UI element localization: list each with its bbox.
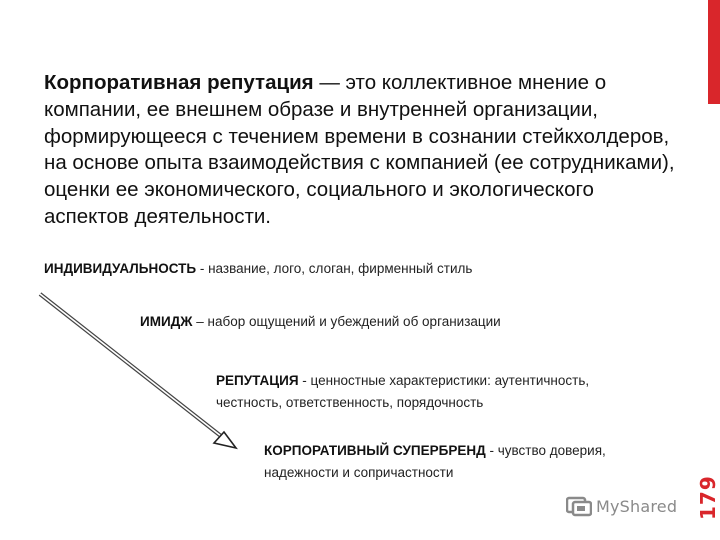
concept-keyword: ИНДИВИДУАЛЬНОСТЬ [44, 261, 197, 276]
concept-keyword: РЕПУТАЦИЯ [216, 373, 299, 388]
concept-description: - ценностные характеристики: аутентичность, честность, ответственность, порядочность [216, 373, 590, 410]
concept-keyword: ИМИДЖ [140, 314, 193, 329]
logo-text: MyShared [596, 496, 678, 516]
concept-description: - название, лого, слоган, фирменный стиль [196, 261, 473, 276]
slide-number: 179 [696, 475, 720, 520]
definition-text: — это коллективное мнение о компании, ее внешнем образе и внутренней организации, формирующееся с течением времени в сознании стейкхолдеров, на основе опыта взаимодействия с компанией (ее сотрудниками), оценки ее экономического, социального и экологического аспектов деятельности. [44, 71, 675, 228]
concept-keyword: КОРПОРАТИВНЫЙ СУПЕРБРЕНД [264, 443, 486, 458]
arrow-shaft-inner [40, 294, 226, 440]
myshared-logo [566, 492, 677, 520]
concept-description: - чувство доверия, надежности и сопричастности [264, 443, 606, 480]
myshared-logo-icon [566, 495, 592, 517]
concept-description: – набор ощущений и убеждений об организации [192, 314, 501, 329]
definition-term: Корпоративная репутация [44, 71, 314, 94]
